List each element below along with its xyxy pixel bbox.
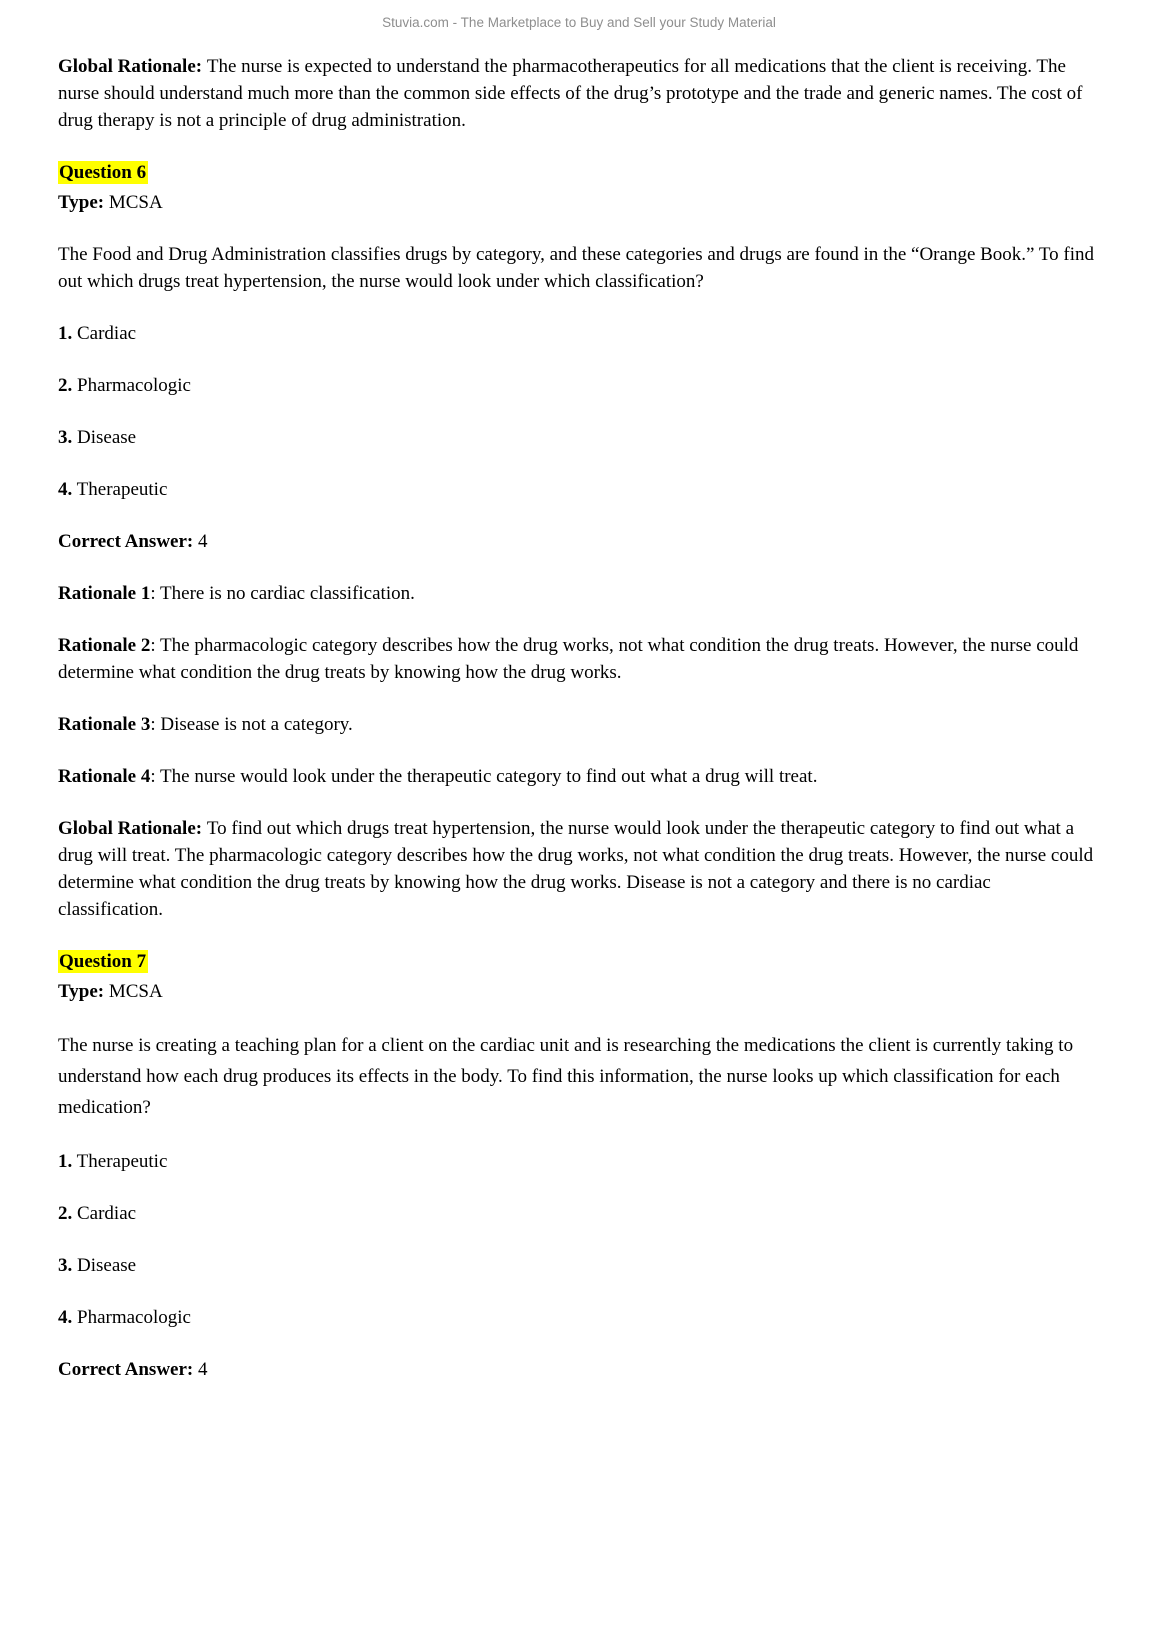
bold-lead-in: Type:: [58, 981, 105, 1002]
document-body: [0, 30, 1158, 1383]
question-stem: [58, 1030, 1100, 1123]
bold-lead-in: 4.: [58, 1307, 73, 1328]
answer-option: [58, 1200, 1100, 1227]
answer-option: [58, 424, 1100, 451]
rationale-1: [58, 580, 1100, 607]
answer-option: [58, 1148, 1100, 1175]
rationale-2: [58, 632, 1100, 686]
highlighted-heading-text: Question 6: [59, 162, 147, 183]
question-6-heading: [58, 159, 1100, 186]
global-rationale: [58, 815, 1100, 923]
body-text: Pharmacologic: [72, 1307, 191, 1328]
body-text: The nurse is expected to understand the pharmacotherapeutics for all medications that the client is receiving. The nurse should understand much more than the common side effects of the drug’s prototype and the trade and generic names. The cost of drug therapy is not a principle of drug administration.: [58, 56, 1083, 131]
bold-lead-in: Rationale 4: [58, 766, 151, 787]
bold-lead-in: 1.: [58, 323, 73, 344]
answer-option: [58, 1304, 1100, 1331]
rationale-4: [58, 763, 1100, 790]
correct-answer: [58, 528, 1100, 555]
bold-lead-in: 4.: [58, 479, 73, 500]
answer-option: [58, 372, 1100, 399]
rationale-3: [58, 711, 1100, 738]
bold-lead-in: 2.: [58, 1203, 73, 1224]
body-text: Disease: [72, 1255, 137, 1276]
bold-lead-in: 1.: [58, 1151, 73, 1172]
highlighted-heading-text: Question 7: [59, 951, 147, 972]
body-text: The nurse is creating a teaching plan for a client on the cardiac unit and is researching the medications the client is currently taking to understand how each drug produces its effects in the body. To find this information, the nurse looks up which classification for each medication?: [58, 1035, 1074, 1118]
body-text: MCSA: [104, 192, 163, 213]
bold-lead-in: Rationale 3: [58, 714, 151, 735]
body-text: 4: [198, 1359, 208, 1380]
site-header-title: Stuvia.com - The Marketplace to Buy and Sell your Study Material: [382, 15, 776, 30]
bold-lead-in: Correct Answer:: [58, 1359, 198, 1380]
body-text: : There is no cardiac classification.: [150, 583, 415, 604]
question-type: [58, 189, 1100, 216]
body-text: Cardiac: [72, 1203, 137, 1224]
bold-lead-in: 3.: [58, 427, 73, 448]
bold-lead-in: 2.: [58, 375, 73, 396]
body-text: Disease: [72, 427, 137, 448]
global-rationale: [58, 53, 1100, 134]
question-type: [58, 978, 1100, 1005]
body-text: Cardiac: [72, 323, 137, 344]
body-text: : Disease is not a category.: [150, 714, 353, 735]
body-text: MCSA: [104, 981, 163, 1002]
bold-lead-in: Correct Answer:: [58, 531, 198, 552]
body-text: The Food and Drug Administration classifies drugs by category, and these categories and drugs are found in the “Orange Book.” To find out which drugs treat hypertension, the nurse would look under which classification?: [58, 244, 1095, 292]
question-stem: [58, 241, 1100, 295]
bold-lead-in: Rationale 1: [58, 583, 151, 604]
bold-lead-in: Global Rationale:: [58, 56, 207, 77]
bold-lead-in: Global Rationale:: [58, 818, 207, 839]
answer-option: [58, 1252, 1100, 1279]
body-text: Therapeutic: [72, 1151, 168, 1172]
answer-option: [58, 320, 1100, 347]
body-text: Therapeutic: [72, 479, 168, 500]
bold-lead-in: Type:: [58, 192, 105, 213]
question-7-heading: [58, 948, 1100, 975]
body-text: Pharmacologic: [72, 375, 191, 396]
bold-lead-in: Rationale 2: [58, 635, 151, 656]
bold-lead-in: 3.: [58, 1255, 73, 1276]
body-text: To find out which drugs treat hypertension, the nurse would look under the therapeutic category to find out what a drug will treat. The pharmacologic category describes how the drug works, not what condition the drug treats. However, the nurse could determine what condition the drug treats by knowing how the drug works. Disease is not a category and there is no cardiac classification.: [58, 818, 1094, 920]
body-text: : The nurse would look under the therapeutic category to find out what a drug will treat.: [150, 766, 818, 787]
body-text: 4: [198, 531, 208, 552]
correct-answer: [58, 1356, 1100, 1383]
answer-option: [58, 476, 1100, 503]
body-text: : The pharmacologic category describes how the drug works, not what condition the drug treats. However, the nurse could determine what condition the drug treats by knowing how the drug works.: [58, 635, 1079, 683]
